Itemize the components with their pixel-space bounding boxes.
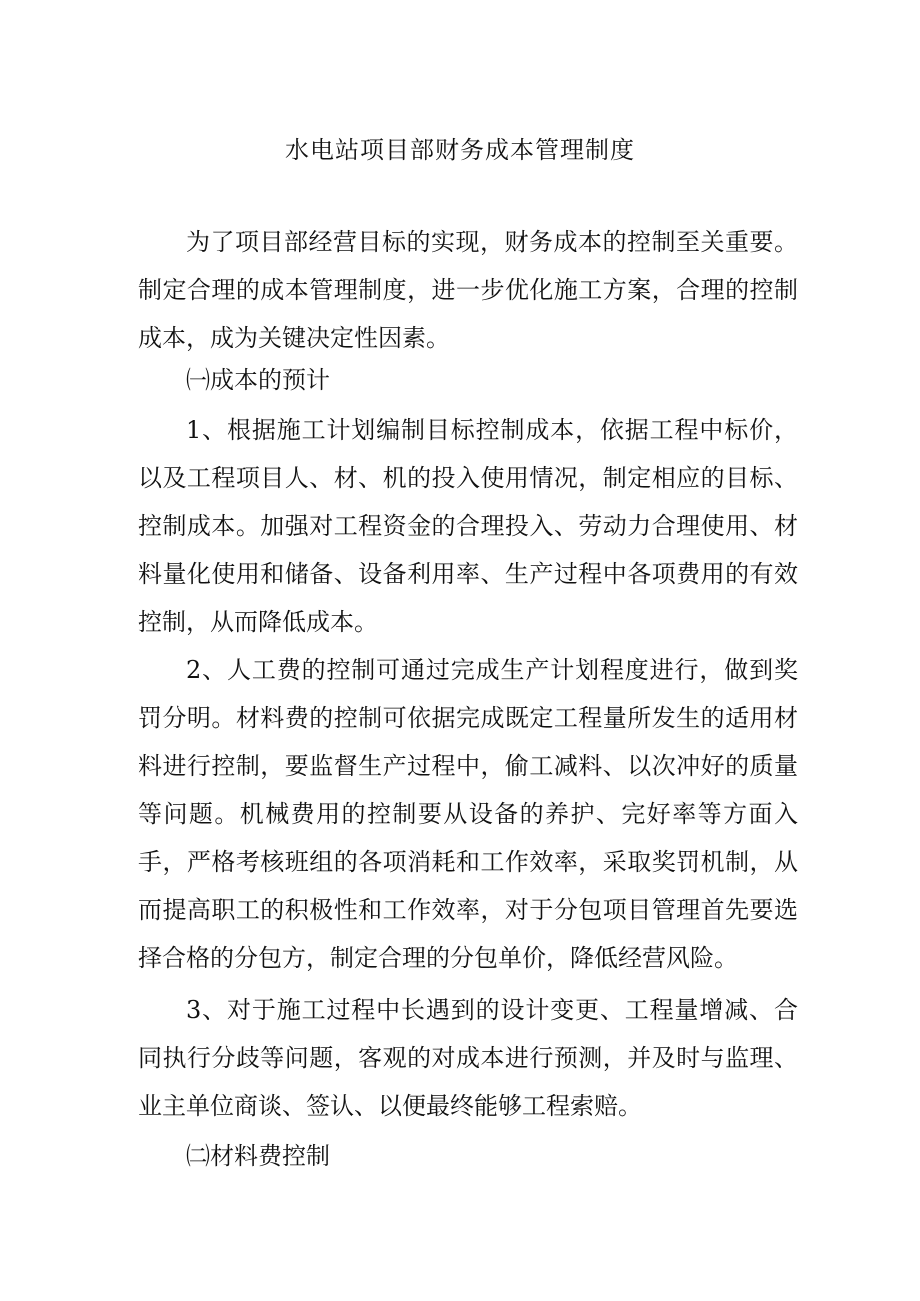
section-heading-cost-estimate: ㈠成本的预计	[186, 366, 330, 394]
paragraph-item-3: 3、对于施工过程中长遇到的设计变更、工程量增减、合同执行分歧等问题，客观的对成本进行预测，并及时与监理、业主单位商谈、签认、以便最终能够工程索赔。	[138, 996, 798, 1120]
document-title: 水电站项目部财务成本管理制度	[285, 136, 635, 164]
section-heading-material-cost: ㈡材料费控制	[186, 1142, 330, 1170]
intro-paragraph: 为了项目部经营目标的实现，财务成本的控制至关重要。制定合理的成本管理制度，进一步优化施工方案，合理的控制成本，成为关键决定性因素。	[138, 228, 798, 352]
paragraph-item-1: 1、根据施工计划编制目标控制成本，依据工程中标价，以及工程项目人、材、机的投入使用情况，制定相应的目标、控制成本。加强对工程资金的合理投入、劳动力合理使用、材料量化使用和储备、设备利用率、生产过程中各项费用的有效控制，从而降低成本。	[138, 416, 798, 636]
paragraph-item-2: 2、人工费的控制可通过完成生产计划程度进行，做到奖罚分明。材料费的控制可依据完成既定工程量所发生的适用材料进行控制，要监督生产过程中，偷工减料、以次冲好的质量等问题。机械费用的控制要从设备的养护、完好率等方面入手，严格考核班组的各项消耗和工作效率，采取奖罚机制，从而提高职工的积极性和工作效率，对于分包项目管理首先要选择合格的分包方，制定合理的分包单价，降低经营风险。	[138, 656, 798, 972]
